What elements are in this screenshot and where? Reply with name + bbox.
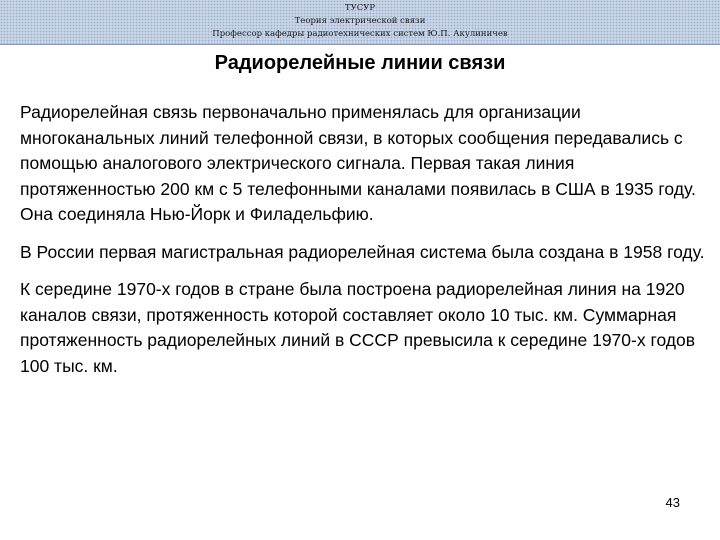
slide-body bbox=[20, 100, 710, 391]
paragraph-1: Радиорелейная связь первоначально применялась для организации многоканальных линий телефонной связи, в которых сообщения передавались с помощью аналогового электрического сигнала. Первая такая линия протяженностью 200 км с 5 телефонными каналами появилась в США в 1935 году. Она соединяла Нью-Йорк и Филадельфию. bbox=[20, 102, 696, 224]
paragraph-2: В России первая магистральная радиорелейная система была создана в 1958 году. bbox=[20, 241, 705, 262]
header-institution: ТУСУР bbox=[344, 3, 376, 13]
slide-title: Радиорелейные линии связи bbox=[214, 52, 506, 74]
paragraph-3: К середине 1970-х годов в стране была построена радиорелейная линия на 1920 каналов связи, протяженность которой составляет около 10 тыс. км. Суммарная протяженность радиорелейных линий в СССР превысила к середине 1970-х годов 100 тыс. км. bbox=[20, 279, 696, 376]
header-course: Теория электрической связи bbox=[294, 16, 426, 26]
header-author: Профессор кафедры радиотехнических систем Ю.П. Акулиничев bbox=[212, 29, 508, 39]
page-number: 43 bbox=[665, 495, 680, 510]
slide-header bbox=[0, 2, 720, 41]
